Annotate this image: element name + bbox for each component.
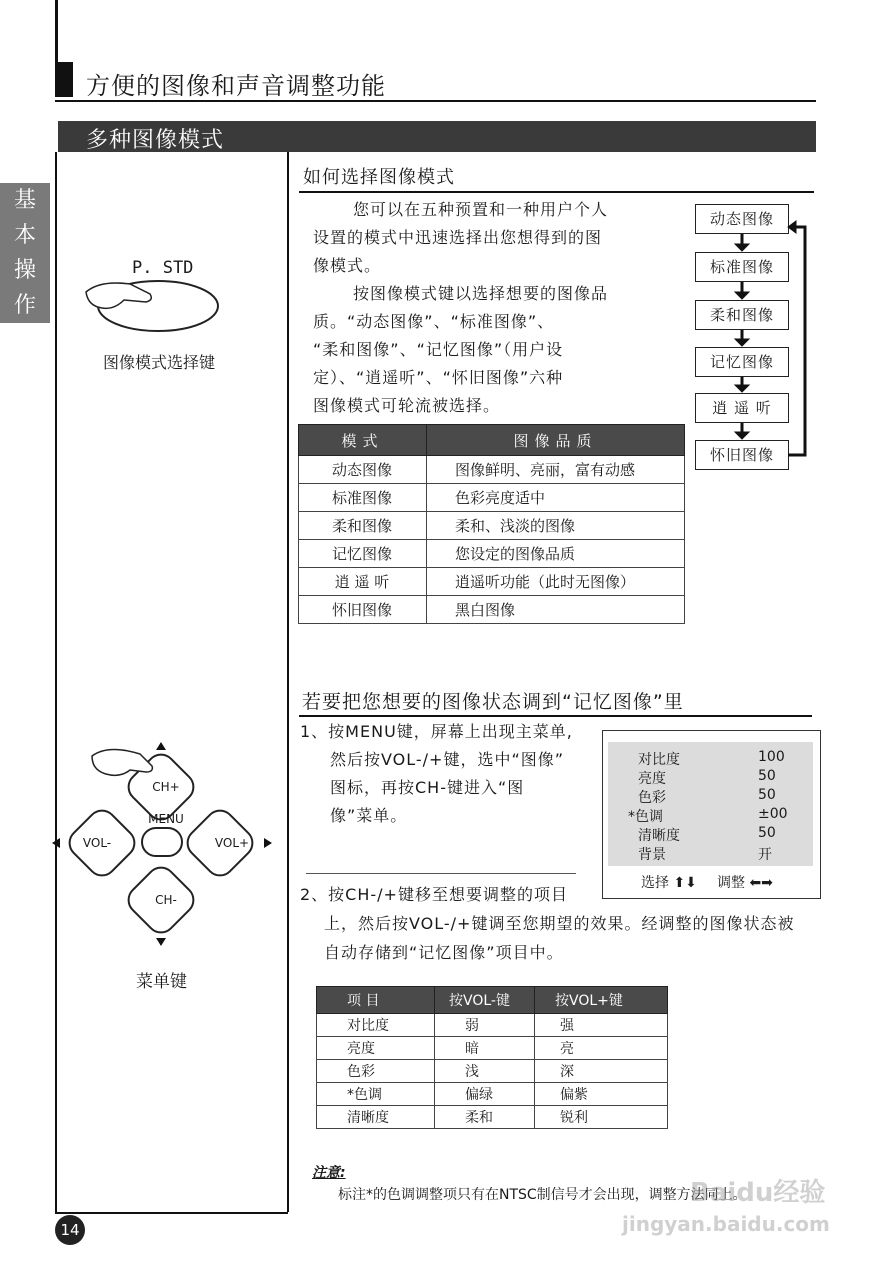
table-cell: 逍 遥 听 (299, 568, 427, 596)
table-cell: 清晰度 (317, 1106, 435, 1129)
flow-box: 逍 遥 听 (695, 393, 789, 423)
text-line: 2、按CH-/+键移至想要调整的项目 (300, 885, 568, 904)
table-cell: 深 (535, 1060, 668, 1083)
memory-step-1 (300, 718, 600, 830)
flow-box: 柔和图像 (695, 300, 789, 330)
text-line: 质。“动态图像”、“标准图像”、 (313, 312, 555, 331)
flow-box: 标准图像 (695, 252, 789, 282)
header-block (55, 62, 73, 97)
osd-footer-adjust: 调整 ⬅➡ (717, 875, 773, 891)
memory-rule (299, 715, 812, 717)
adjust-table (316, 986, 668, 1129)
osd-item-name: 色彩 (638, 790, 666, 806)
side-tab-char: 操 (13, 258, 36, 283)
text-line: 像”菜单。 (330, 806, 408, 825)
osd-footer-select: 选择 ⬆⬇ (641, 875, 697, 891)
text-line: 按图像模式键以选择想要的图像品 (353, 284, 609, 303)
pstd-label: P. STD (132, 258, 194, 278)
flow-box: 记忆图像 (695, 347, 789, 377)
note-label: 注意: (312, 1165, 346, 1181)
select-mode-rule (299, 191, 814, 193)
osd-item-name: 背景 (638, 847, 666, 863)
up-arrow-icon (156, 742, 166, 750)
pstd-button-illustration (80, 278, 230, 338)
osd-item-value: 开 (758, 847, 772, 863)
loop-arrow-icon (788, 221, 805, 455)
osd-row-color (608, 787, 813, 806)
osd-item-name: 清晰度 (638, 828, 680, 844)
osd-item-value: 50 (758, 825, 776, 841)
side-tab-basic-operation (0, 183, 50, 323)
table-row (317, 1060, 668, 1083)
table-row (299, 456, 685, 484)
vol-minus-label: VOL- (82, 836, 112, 850)
table-row (299, 484, 685, 512)
step-divider (306, 873, 576, 874)
text-line: 设置的模式中迅速选择出您想得到的图 (313, 228, 603, 247)
osd-item-name: 对比度 (638, 752, 680, 768)
text-line: 图标，再按CH-键进入“图 (330, 778, 525, 797)
ch-minus-label: CH- (155, 893, 177, 907)
table-cell: 柔和、浅淡的图像 (427, 512, 685, 540)
section-band-title: 多种图像模式 (86, 128, 225, 153)
footer-rule (55, 1212, 288, 1214)
osd-item-name: *色调 (628, 809, 663, 825)
page-title: 方便的图像和声音调整功能 (86, 72, 386, 100)
watermark-url: jingyan.baidu.com (622, 1212, 830, 1236)
table-cell: 您设定的图像品质 (427, 540, 685, 568)
table-cell: 柔和 (435, 1106, 535, 1129)
table-cell: 亮 (535, 1037, 668, 1060)
table-cell: 浅 (435, 1060, 535, 1083)
watermark-brand: Baidu经验 (690, 1178, 826, 1208)
flow-box: 动态图像 (695, 204, 789, 234)
table-row (317, 1083, 668, 1106)
osd-item-value: 100 (758, 749, 785, 765)
osd-row-tint (608, 806, 813, 825)
osd-row-brightness (608, 768, 813, 787)
page-number-badge (55, 1215, 85, 1245)
table-cell: 图像鲜明、亮丽，富有动感 (427, 456, 685, 484)
down-arrow-icon (735, 234, 749, 439)
select-mode-paragraph-1 (313, 196, 653, 420)
table-row (299, 568, 685, 596)
table-cell: 动态图像 (299, 456, 427, 484)
table-cell: 锐利 (535, 1106, 668, 1129)
left-margin-line (55, 152, 57, 1212)
table-header: 模式 (299, 425, 427, 456)
memory-title: 若要把您想要的图像状态调到“记忆图像”里 (302, 691, 684, 713)
table-header: 按VOL-键 (435, 987, 535, 1014)
menu-button[interactable] (142, 828, 182, 856)
table-row (299, 540, 685, 568)
table-row (317, 1106, 668, 1129)
osd-row-background (608, 844, 813, 863)
text-line: 1、按MENU键，屏幕上出现主菜单, (300, 722, 573, 741)
column-divider (287, 152, 289, 1212)
table-header: 图像品质 (427, 425, 685, 456)
section-band (58, 121, 816, 152)
ch-plus-label: CH+ (152, 780, 180, 794)
table-cell: 强 (535, 1014, 668, 1037)
select-mode-title: 如何选择图像模式 (303, 167, 455, 188)
menu-caption: 菜单键 (136, 972, 187, 992)
osd-menu-body (608, 742, 813, 866)
text-line: 然后按VOL-/+键，选中“图像” (330, 750, 565, 769)
table-header: 按VOL+键 (535, 987, 668, 1014)
table-cell: 柔和图像 (299, 512, 427, 540)
pstd-caption: 图像模式选择键 (103, 353, 216, 372)
osd-item-value: 50 (758, 768, 776, 784)
right-arrow-icon (264, 838, 272, 848)
table-cell: 暗 (435, 1037, 535, 1060)
table-cell: 怀旧图像 (299, 596, 427, 624)
image-quality-table (298, 424, 685, 624)
hand-pointer-icon (92, 749, 152, 775)
side-tab-char: 基 (13, 188, 36, 213)
page-number: 14 (60, 1221, 80, 1239)
table-cell: 黑白图像 (427, 596, 685, 624)
osd-row-sharpness (608, 825, 813, 844)
text-line: 上，然后按VOL-/+键调至您期望的效果。经调整的图像状态被 (324, 914, 795, 933)
table-cell: 偏绿 (435, 1083, 535, 1106)
table-header: 项 目 (317, 987, 435, 1014)
table-cell: 逍遥听功能（此时无图像） (427, 568, 685, 596)
vol-plus-label: VOL+ (214, 836, 250, 850)
left-arrow-icon (52, 838, 60, 848)
down-arrow-icon (156, 938, 166, 946)
table-cell: 色彩 (317, 1060, 435, 1083)
text-line: “柔和图像”、“记忆图像”（用户设 (313, 340, 564, 359)
side-tab-char: 作 (13, 293, 36, 318)
osd-item-name: 亮度 (638, 771, 666, 787)
text-line: 您可以在五种预置和一种用户个人 (353, 200, 609, 219)
menu-label: MENU (148, 812, 184, 826)
text-line: 自动存储到“记忆图像”项目中。 (324, 943, 564, 962)
table-cell: 亮度 (317, 1037, 435, 1060)
osd-row-contrast (608, 749, 813, 768)
table-cell: 标准图像 (299, 484, 427, 512)
text-line: 像模式。 (313, 256, 382, 275)
table-cell: 记忆图像 (299, 540, 427, 568)
text-line: 定）、“逍遥听”、“怀旧图像”六种 (313, 368, 564, 387)
table-cell: 色彩亮度适中 (427, 484, 685, 512)
table-row (299, 596, 685, 624)
flow-arrows (690, 200, 815, 475)
side-tab-char: 本 (13, 223, 36, 248)
text-line: 图像模式可轮流被选择。 (313, 396, 501, 415)
header-rule (55, 100, 816, 102)
flow-box: 怀旧图像 (695, 440, 789, 470)
table-row (299, 512, 685, 540)
osd-picture-menu (602, 730, 821, 899)
table-row (317, 1014, 668, 1037)
table-row (317, 1037, 668, 1060)
table-cell: *色调 (317, 1083, 435, 1106)
osd-item-value: 50 (758, 787, 776, 803)
note-text: 标注*的色调调整项只有在NTSC制信号才会出现，调整方法同上。 (338, 1187, 747, 1203)
osd-item-value: ±00 (758, 806, 788, 822)
table-cell: 偏紫 (535, 1083, 668, 1106)
table-cell: 对比度 (317, 1014, 435, 1037)
table-cell: 弱 (435, 1014, 535, 1037)
